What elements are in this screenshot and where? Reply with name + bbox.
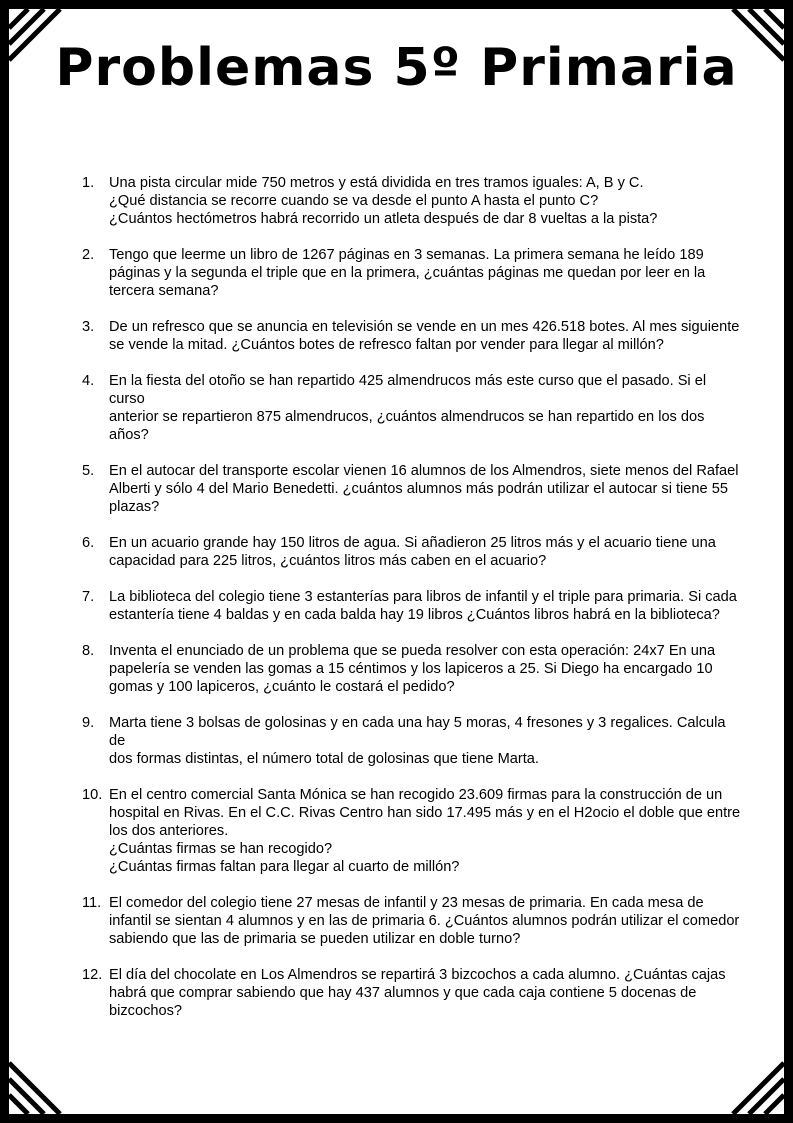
problem-text bbox=[109, 534, 742, 570]
problem-text-line: En la fiesta del otoño se han repartido 425 almendrucos más este curso que el pasado. Si el curso bbox=[109, 373, 707, 407]
problem-item bbox=[82, 966, 742, 1020]
problem-text-line: Inventa el enunciado de un problema que se pueda resolver con esta operación: 24x7 En una bbox=[109, 643, 716, 659]
problem-text bbox=[109, 372, 742, 444]
problem-number: 8. bbox=[82, 643, 95, 659]
problem-text bbox=[109, 966, 742, 1020]
problem-number: 10. bbox=[82, 787, 103, 803]
problem-text-line: habrá que comprar sabiendo que hay 437 alumnos y que cada caja contiene 5 docenas de bbox=[109, 985, 697, 1001]
problem-item bbox=[82, 894, 742, 948]
problem-item bbox=[82, 318, 742, 354]
problem-text-line: De un refresco que se anuncia en televisión se vende en un mes 426.518 botes. Al mes siguiente bbox=[109, 319, 740, 335]
problem-text-line: se vende la mitad. ¿Cuántos botes de refresco faltan por vender para llegar al millón? bbox=[109, 337, 664, 353]
problem-text bbox=[109, 588, 742, 624]
problem-item bbox=[82, 462, 742, 516]
problem-text-line: ¿Cuántas firmas se han recogido? bbox=[109, 841, 333, 857]
problem-item bbox=[82, 786, 742, 876]
problem-number: 9. bbox=[82, 715, 95, 731]
problem-text-line: Una pista circular mide 750 metros y está dividida en tres tramos iguales: A, B y C. bbox=[109, 175, 644, 191]
problem-number: 5. bbox=[82, 463, 95, 479]
problem-number: 11. bbox=[82, 895, 102, 911]
problem-number: 4. bbox=[82, 373, 95, 389]
problem-item bbox=[82, 642, 742, 696]
problem-text-line: El día del chocolate en Los Almendros se repartirá 3 bizcochos a cada alumno. ¿Cuántas cajas bbox=[109, 967, 726, 983]
problem-text bbox=[109, 246, 742, 300]
problem-text-line: En un acuario grande hay 150 litros de agua. Si añadieron 25 litros más y el acuario tiene una bbox=[109, 535, 716, 551]
problem-number: 6. bbox=[82, 535, 95, 551]
problem-text-line: ¿Cuántas firmas faltan para llegar al cuarto de millón? bbox=[109, 859, 460, 875]
problem-text-line: Marta tiene 3 bolsas de golosinas y en cada una hay 5 moras, 4 fresones y 3 regalices. Calcula de bbox=[109, 715, 726, 749]
problem-text-line: los dos anteriores. bbox=[109, 823, 229, 839]
page-title: Problemas 5º Primaria bbox=[55, 38, 738, 98]
problem-item bbox=[82, 588, 742, 624]
problem-text-line: En el autocar del transporte escolar vienen 16 alumnos de los Almendros, siete menos del Rafael bbox=[109, 463, 739, 479]
problem-text bbox=[109, 714, 742, 768]
problem-text bbox=[109, 894, 742, 948]
problem-text bbox=[109, 174, 742, 228]
problem-text bbox=[109, 318, 742, 354]
problem-text-line: años? bbox=[109, 427, 149, 443]
problem-text-line: El comedor del colegio tiene 27 mesas de infantil y 23 mesas de primaria. En cada mesa de bbox=[109, 895, 704, 911]
problem-text-line: anterior se repartieron 875 almendrucos, ¿cuántos almendrucos se han repartido en los dos bbox=[109, 409, 705, 425]
problem-item bbox=[82, 534, 742, 570]
problem-text-line: plazas? bbox=[109, 499, 160, 515]
problem-text-line: dos formas distintas, el número total de golosinas que tiene Marta. bbox=[109, 751, 539, 767]
problem-text bbox=[109, 642, 742, 696]
problem-text-line: papelería se venden las gomas a 15 céntimos y los lapiceros a 25. Si Diego ha encargado 10 bbox=[109, 661, 713, 677]
problem-item bbox=[82, 372, 742, 444]
problem-text-line: páginas y la segunda el triple que en la primera, ¿cuántas páginas me quedan por leer en la bbox=[109, 265, 706, 281]
problem-text-line: hospital en Rivas. En el C.C. Rivas Centro han sido 17.495 más y en el H2ocio el doble que entre bbox=[109, 805, 741, 821]
problem-text-line: Tengo que leerme un libro de 1267 páginas en 3 semanas. La primera semana he leído 189 bbox=[109, 247, 704, 263]
problem-item bbox=[82, 246, 742, 300]
problem-number: 3. bbox=[82, 319, 95, 335]
problem-text-line: Alberti y sólo 4 del Mario Benedetti. ¿cuántos alumnos más podrán utilizar el autocar si tiene 55 bbox=[109, 481, 728, 497]
problem-text-line: sabiendo que las de primaria se pueden utilizar en doble turno? bbox=[109, 931, 521, 947]
problem-text-line: tercera semana? bbox=[109, 283, 219, 299]
problem-text-line: bizcochos? bbox=[109, 1003, 183, 1019]
problem-item bbox=[82, 714, 742, 768]
problem-text-line: infantil se sientan 4 alumnos y en las de primaria 6. ¿Cuántos alumnos podrán utilizar el comedor bbox=[109, 913, 740, 929]
problem-text bbox=[109, 786, 742, 876]
problem-text-line: La biblioteca del colegio tiene 3 estanterías para libros de infantil y el triple para primaria. Si cada bbox=[109, 589, 737, 605]
problem-text-line: capacidad para 225 litros, ¿cuántos litros más caben en el acuario? bbox=[109, 553, 547, 569]
problem-number: 7. bbox=[82, 589, 95, 605]
problem-text-line: gomas y 100 lapiceros, ¿cuánto le costará el pedido? bbox=[109, 679, 455, 695]
problem-text-line: estantería tiene 4 baldas y en cada balda hay 19 libros ¿Cuántos libros habrá en la biblioteca? bbox=[109, 607, 720, 623]
problem-text-line: ¿Cuántos hectómetros habrá recorrido un atleta después de dar 8 vueltas a la pista? bbox=[109, 211, 658, 227]
problem-number: 12. bbox=[82, 967, 103, 983]
problem-text-line: ¿Qué distancia se recorre cuando se va desde el punto A hasta el punto C? bbox=[109, 193, 599, 209]
problem-number: 2. bbox=[82, 247, 95, 263]
problem-text-line: En el centro comercial Santa Mónica se han recogido 23.609 firmas para la construcción de un bbox=[109, 787, 723, 803]
problem-list bbox=[82, 174, 742, 1038]
problem-text bbox=[109, 462, 742, 516]
problem-number: 1. bbox=[82, 175, 95, 191]
problem-item bbox=[82, 174, 742, 228]
